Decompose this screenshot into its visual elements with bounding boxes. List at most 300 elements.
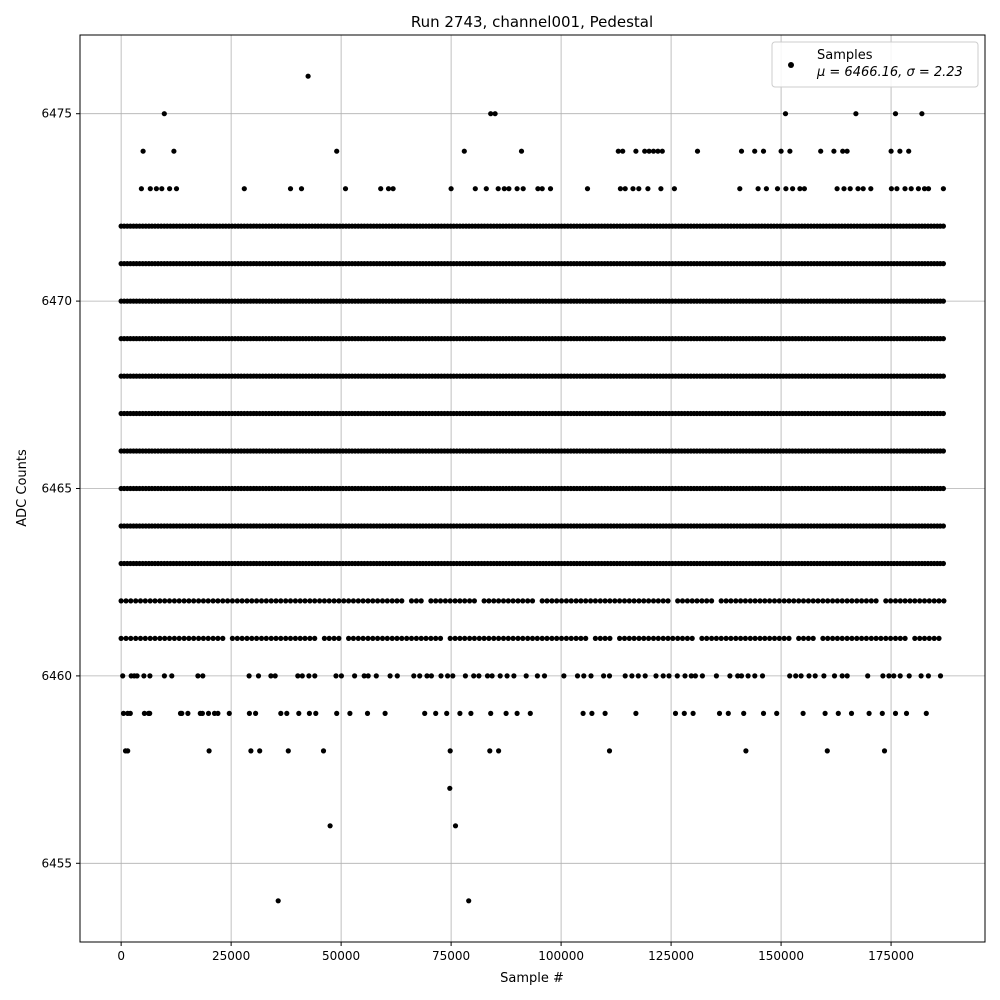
- sample-point: [167, 636, 172, 641]
- sample-point: [581, 711, 586, 716]
- sample-point: [932, 598, 937, 603]
- sample-point: [589, 711, 594, 716]
- sample-point: [361, 636, 366, 641]
- sample-point: [700, 673, 705, 678]
- sample-point: [836, 711, 841, 716]
- sample-point: [491, 636, 496, 641]
- sample-point: [787, 149, 792, 154]
- sample-point: [783, 111, 788, 116]
- sample-point: [356, 598, 361, 603]
- sample-point: [848, 186, 853, 191]
- sample-point: [295, 673, 300, 678]
- sample-point: [306, 673, 311, 678]
- sample-point: [244, 598, 249, 603]
- sample-point: [588, 673, 593, 678]
- sample-point: [466, 898, 471, 903]
- sample-point: [941, 561, 946, 566]
- sample-point: [835, 598, 840, 603]
- sample-point: [476, 673, 481, 678]
- sample-point: [636, 186, 641, 191]
- sample-point: [273, 673, 278, 678]
- legend-marker: [788, 62, 794, 68]
- sample-point: [724, 598, 729, 603]
- sample-point: [524, 673, 529, 678]
- sample-point: [296, 711, 301, 716]
- sample-point: [152, 598, 157, 603]
- sample-point: [486, 598, 491, 603]
- sample-point: [312, 673, 317, 678]
- sample-point: [869, 598, 874, 603]
- sample-point: [607, 673, 612, 678]
- sample-point: [375, 636, 380, 641]
- sample-point: [249, 636, 254, 641]
- sample-point: [561, 673, 566, 678]
- sample-point: [889, 186, 894, 191]
- sample-point: [762, 598, 767, 603]
- sample-point: [941, 186, 946, 191]
- sample-point: [448, 598, 453, 603]
- sample-point: [585, 186, 590, 191]
- sample-point: [273, 598, 278, 603]
- sample-point: [772, 636, 777, 641]
- sample-point: [672, 186, 677, 191]
- sample-point: [738, 598, 743, 603]
- sample-point: [138, 598, 143, 603]
- sample-point: [593, 598, 598, 603]
- sample-point: [336, 636, 341, 641]
- sample-point: [743, 598, 748, 603]
- sample-point: [927, 598, 932, 603]
- sample-point: [831, 149, 836, 154]
- sample-point: [818, 149, 823, 154]
- sample-point: [941, 523, 946, 528]
- sample-point: [941, 224, 946, 229]
- sample-point: [791, 598, 796, 603]
- sample-point: [690, 598, 695, 603]
- sample-point: [429, 673, 434, 678]
- sample-point: [932, 636, 937, 641]
- sample-point: [361, 598, 366, 603]
- sample-point: [787, 673, 792, 678]
- sample-point: [917, 636, 922, 641]
- sample-point: [841, 186, 846, 191]
- sample-point: [453, 598, 458, 603]
- sample-point: [201, 598, 206, 603]
- sample-point: [752, 673, 757, 678]
- sample-point: [912, 598, 917, 603]
- sample-point: [374, 673, 379, 678]
- sample-point: [487, 748, 492, 753]
- sample-point: [854, 636, 859, 641]
- sample-point: [821, 673, 826, 678]
- sample-point: [632, 598, 637, 603]
- sample-point: [438, 673, 443, 678]
- sample-point: [501, 636, 506, 641]
- sample-point: [593, 636, 598, 641]
- sample-point: [467, 636, 472, 641]
- sample-point: [825, 598, 830, 603]
- sample-point: [898, 636, 903, 641]
- sample-point: [559, 636, 564, 641]
- sample-point: [636, 673, 641, 678]
- sample-point: [601, 673, 606, 678]
- sample-point: [902, 186, 907, 191]
- sample-point: [757, 598, 762, 603]
- sample-point: [453, 823, 458, 828]
- sample-point: [375, 598, 380, 603]
- sample-point: [510, 636, 515, 641]
- sample-point: [196, 636, 201, 641]
- sample-point: [346, 598, 351, 603]
- x-tick-label: 175000: [868, 949, 914, 963]
- sample-point: [409, 636, 414, 641]
- sample-point: [783, 186, 788, 191]
- sample-point: [761, 149, 766, 154]
- sample-point: [414, 636, 419, 641]
- sample-point: [741, 711, 746, 716]
- sample-point: [206, 598, 211, 603]
- sample-point: [327, 636, 332, 641]
- sample-point: [830, 598, 835, 603]
- sample-point: [148, 636, 153, 641]
- sample-point: [493, 111, 498, 116]
- sample-point: [575, 673, 580, 678]
- sample-point: [922, 598, 927, 603]
- sample-point: [627, 636, 632, 641]
- sample-point: [276, 898, 281, 903]
- sample-point: [473, 186, 478, 191]
- sample-point: [414, 598, 419, 603]
- sample-point: [141, 149, 146, 154]
- sample-point: [123, 636, 128, 641]
- sample-point: [169, 673, 174, 678]
- sample-point: [569, 636, 574, 641]
- sample-point: [719, 598, 724, 603]
- sample-point: [443, 598, 448, 603]
- sample-point: [909, 186, 914, 191]
- sample-point: [941, 598, 946, 603]
- sample-point: [868, 186, 873, 191]
- sample-point: [185, 711, 190, 716]
- sample-point: [195, 673, 200, 678]
- sample-point: [230, 598, 235, 603]
- sample-point: [394, 598, 399, 603]
- sample-point: [917, 598, 922, 603]
- sample-point: [220, 598, 225, 603]
- sample-point: [941, 336, 946, 341]
- sample-point: [574, 598, 579, 603]
- sample-point: [152, 636, 157, 641]
- sample-point: [385, 598, 390, 603]
- sample-point: [256, 673, 261, 678]
- sample-point: [125, 748, 130, 753]
- sample-point: [120, 673, 125, 678]
- sample-point: [690, 636, 695, 641]
- sample-point: [607, 636, 612, 641]
- sample-point: [528, 711, 533, 716]
- sample-point: [699, 598, 704, 603]
- sample-point: [772, 598, 777, 603]
- sample-point: [665, 598, 670, 603]
- sample-point: [603, 598, 608, 603]
- sample-point: [820, 636, 825, 641]
- sample-point: [806, 636, 811, 641]
- sample-point: [704, 636, 709, 641]
- sample-point: [249, 598, 254, 603]
- sample-point: [428, 598, 433, 603]
- sample-point: [724, 636, 729, 641]
- sample-point: [388, 673, 393, 678]
- sample-point: [288, 636, 293, 641]
- sample-point: [334, 711, 339, 716]
- sample-point: [941, 374, 946, 379]
- sample-point: [867, 711, 872, 716]
- sample-point: [675, 598, 680, 603]
- sample-point: [907, 673, 912, 678]
- sample-point: [651, 598, 656, 603]
- sample-point: [288, 598, 293, 603]
- x-tick-label: 50000: [322, 949, 361, 963]
- sample-point: [491, 598, 496, 603]
- sample-point: [191, 636, 196, 641]
- x-tick-label: 125000: [648, 949, 694, 963]
- sample-point: [283, 598, 288, 603]
- sample-point: [859, 598, 864, 603]
- sample-point: [855, 186, 860, 191]
- sample-point: [423, 636, 428, 641]
- sample-point: [448, 748, 453, 753]
- sample-point: [302, 598, 307, 603]
- sample-point: [907, 598, 912, 603]
- sample-point: [143, 598, 148, 603]
- sample-point: [380, 598, 385, 603]
- sample-point: [383, 711, 388, 716]
- sample-point: [148, 186, 153, 191]
- sample-point: [496, 636, 501, 641]
- sample-point: [728, 598, 733, 603]
- sample-point: [574, 636, 579, 641]
- sample-point: [186, 636, 191, 641]
- sample-point: [727, 673, 732, 678]
- sample-point: [888, 636, 893, 641]
- sample-point: [801, 636, 806, 641]
- sample-point: [825, 748, 830, 753]
- sample-point: [215, 598, 220, 603]
- sample-point: [927, 636, 932, 641]
- sample-point: [675, 673, 680, 678]
- sample-point: [162, 598, 167, 603]
- sample-point: [695, 149, 700, 154]
- sample-point: [457, 598, 462, 603]
- sample-point: [864, 598, 869, 603]
- sample-point: [898, 673, 903, 678]
- sample-point: [893, 636, 898, 641]
- sample-point: [182, 636, 187, 641]
- sample-point: [167, 186, 172, 191]
- sample-point: [540, 636, 545, 641]
- sample-point: [312, 598, 317, 603]
- sample-point: [298, 636, 303, 641]
- sample-point: [786, 636, 791, 641]
- sample-point: [378, 186, 383, 191]
- sample-point: [941, 299, 946, 304]
- sample-point: [926, 186, 931, 191]
- sample-point: [728, 636, 733, 641]
- sample-point: [761, 711, 766, 716]
- sample-point: [726, 711, 731, 716]
- sample-point: [743, 748, 748, 753]
- sample-point: [941, 261, 946, 266]
- sample-point: [247, 673, 252, 678]
- sample-point: [399, 636, 404, 641]
- sample-point: [278, 711, 283, 716]
- sample-point: [924, 711, 929, 716]
- sample-point: [620, 149, 625, 154]
- sample-point: [578, 636, 583, 641]
- sample-point: [322, 636, 327, 641]
- sample-point: [520, 598, 525, 603]
- sample-point: [399, 598, 404, 603]
- sample-point: [322, 598, 327, 603]
- sample-point: [404, 636, 409, 641]
- sample-point: [365, 598, 370, 603]
- sample-point: [835, 186, 840, 191]
- sample-point: [235, 598, 240, 603]
- sample-point: [207, 748, 212, 753]
- sample-point: [177, 636, 182, 641]
- sample-point: [682, 673, 687, 678]
- sample-point: [813, 673, 818, 678]
- sample-point: [283, 636, 288, 641]
- sample-point: [861, 186, 866, 191]
- sample-point: [782, 636, 787, 641]
- sample-point: [699, 636, 704, 641]
- sample-point: [240, 598, 245, 603]
- sample-point: [737, 186, 742, 191]
- sample-point: [307, 598, 312, 603]
- sample-point: [632, 636, 637, 641]
- sample-point: [198, 711, 203, 716]
- sample-point: [380, 636, 385, 641]
- sample-point: [782, 598, 787, 603]
- sample-point: [588, 598, 593, 603]
- sample-point: [447, 786, 452, 791]
- sample-point: [665, 636, 670, 641]
- sample-point: [544, 598, 549, 603]
- sample-point: [693, 673, 698, 678]
- sample-point: [119, 598, 124, 603]
- sample-point: [661, 598, 666, 603]
- sample-point: [938, 673, 943, 678]
- sample-point: [159, 186, 164, 191]
- sample-point: [891, 673, 896, 678]
- sample-point: [919, 673, 924, 678]
- sample-point: [874, 636, 879, 641]
- sample-point: [849, 598, 854, 603]
- sample-point: [853, 111, 858, 116]
- sample-point: [864, 636, 869, 641]
- sample-point: [893, 711, 898, 716]
- sample-point: [685, 636, 690, 641]
- sample-point: [633, 711, 638, 716]
- sample-point: [799, 673, 804, 678]
- sample-point: [306, 74, 311, 79]
- sample-point: [666, 673, 671, 678]
- sample-point: [346, 636, 351, 641]
- sample-point: [215, 636, 220, 641]
- sample-point: [845, 636, 850, 641]
- sample-point: [714, 673, 719, 678]
- sample-point: [883, 598, 888, 603]
- sample-point: [746, 673, 751, 678]
- sample-point: [162, 636, 167, 641]
- sample-point: [603, 636, 608, 641]
- sample-point: [351, 636, 356, 641]
- sample-point: [273, 636, 278, 641]
- sample-point: [307, 636, 312, 641]
- sample-point: [888, 598, 893, 603]
- sample-point: [496, 186, 501, 191]
- x-tick-label: 25000: [212, 949, 251, 963]
- sample-point: [815, 598, 820, 603]
- sample-point: [472, 598, 477, 603]
- sample-point: [823, 711, 828, 716]
- sample-point: [840, 598, 845, 603]
- sample-point: [733, 636, 738, 641]
- sample-point: [801, 598, 806, 603]
- sample-point: [312, 636, 317, 641]
- x-tick-label: 75000: [432, 949, 471, 963]
- sample-point: [484, 186, 489, 191]
- sample-point: [463, 673, 468, 678]
- sample-point: [409, 598, 414, 603]
- y-tick-label: 6465: [41, 481, 72, 496]
- sample-point: [661, 636, 666, 641]
- sample-point: [201, 636, 206, 641]
- sample-point: [691, 711, 696, 716]
- sample-point: [445, 673, 450, 678]
- sample-point: [448, 636, 453, 641]
- sample-point: [762, 636, 767, 641]
- sample-point: [333, 673, 338, 678]
- sample-point: [462, 598, 467, 603]
- sample-point: [334, 149, 339, 154]
- sample-point: [889, 149, 894, 154]
- sample-point: [254, 598, 259, 603]
- sample-point: [675, 636, 680, 641]
- sample-point: [622, 636, 627, 641]
- sample-point: [830, 636, 835, 641]
- sample-point: [786, 598, 791, 603]
- sample-point: [598, 636, 603, 641]
- sample-point: [510, 598, 515, 603]
- sample-point: [284, 711, 289, 716]
- sample-point: [922, 636, 927, 641]
- sample-point: [490, 673, 495, 678]
- sample-point: [128, 598, 133, 603]
- chart-title: Run 2743, channel001, Pedestal: [410, 13, 654, 31]
- sample-point: [227, 711, 232, 716]
- sample-point: [482, 636, 487, 641]
- sample-point: [299, 186, 304, 191]
- sample-point: [172, 598, 177, 603]
- sample-point: [554, 636, 559, 641]
- sample-point: [607, 598, 612, 603]
- sample-point: [247, 711, 252, 716]
- sample-point: [133, 636, 138, 641]
- sample-point: [641, 598, 646, 603]
- sample-point: [629, 673, 634, 678]
